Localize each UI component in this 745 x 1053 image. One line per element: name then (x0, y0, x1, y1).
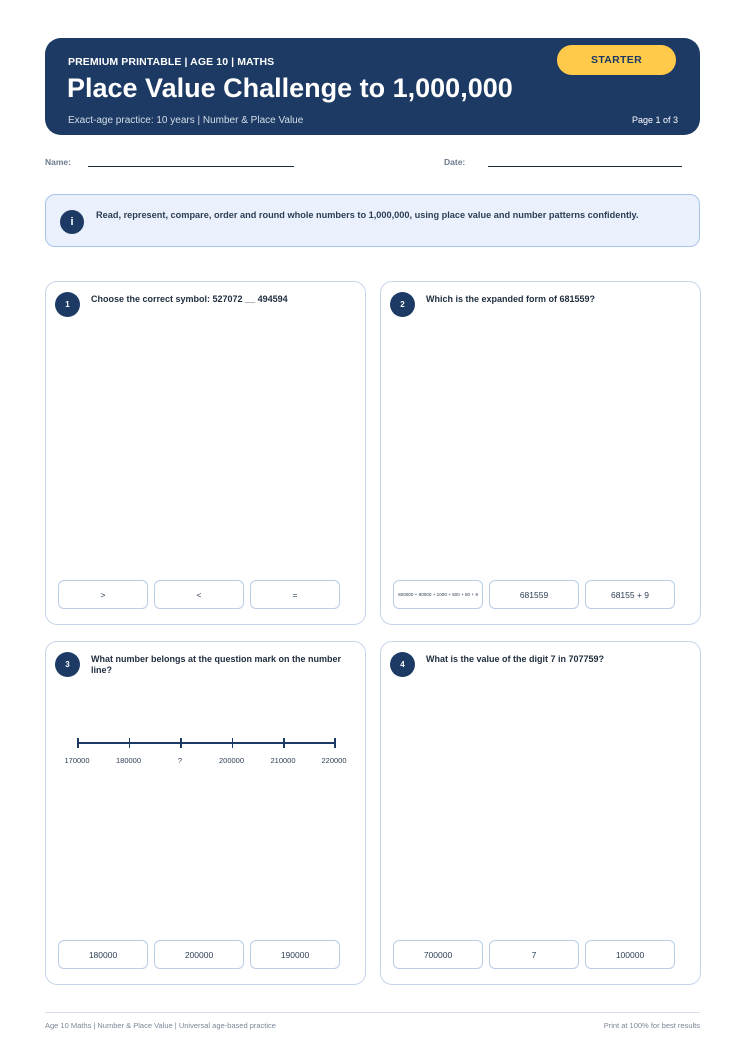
number-line-tick (129, 738, 131, 748)
footer-divider (45, 1012, 700, 1013)
answer-option[interactable]: 200000 (154, 940, 244, 969)
question-number-badge: 4 (390, 652, 415, 677)
number-line-label: 170000 (64, 756, 90, 765)
question-card-4 (380, 641, 701, 985)
question-text: What number belongs at the question mark on the number line? (91, 654, 342, 675)
footer-left-text: Age 10 Maths | Number & Place Value | Universal age-based practice (45, 1021, 276, 1030)
number-line (60, 734, 350, 774)
answer-options (58, 580, 340, 609)
question-card-2 (380, 281, 701, 625)
worksheet-header (45, 38, 700, 135)
learning-objective-text: Read, represent, compare, order and round whole numbers to 1,000,000, using place value and number patterns confidently. (96, 210, 639, 220)
name-line[interactable] (88, 166, 294, 167)
number-line-axis (77, 742, 335, 744)
answer-option[interactable]: 180000 (58, 940, 148, 969)
answer-option[interactable]: 68155 + 9 (585, 580, 675, 609)
number-line-label: 220000 (321, 756, 347, 765)
answer-option[interactable]: 700000 (393, 940, 483, 969)
answer-options (393, 940, 675, 969)
header-subtitle: Exact-age practice: 10 years | Number & Place Value (68, 115, 304, 126)
question-card-3 (45, 641, 366, 985)
answer-option[interactable]: = (250, 580, 340, 609)
footer-right-text: Print at 100% for best results (603, 1021, 700, 1030)
answer-options (58, 940, 340, 969)
question-number-badge: 3 (55, 652, 80, 677)
answer-options (393, 580, 675, 609)
answer-option[interactable]: 190000 (250, 940, 340, 969)
question-text: Which is the expanded form of 681559? (426, 294, 596, 304)
page-number: Page 1 of 3 (631, 115, 678, 125)
number-line-tick (77, 738, 79, 748)
info-icon: i (60, 210, 84, 234)
number-line-label: 210000 (270, 756, 296, 765)
level-badge: STARTER (557, 45, 676, 75)
number-line-tick (232, 738, 234, 748)
question-number-badge: 2 (390, 292, 415, 317)
question-number-badge: 1 (55, 292, 80, 317)
question-card-1 (45, 281, 366, 625)
answer-option[interactable]: 100000 (585, 940, 675, 969)
number-line-tick (334, 738, 336, 748)
number-line-tick (283, 738, 285, 748)
question-text: Choose the correct symbol: 527072 __ 494594 (91, 294, 288, 304)
page-title: Place Value Challenge to 1,000,000 (67, 73, 513, 103)
answer-option[interactable]: < (154, 580, 244, 609)
number-line-tick (180, 738, 182, 748)
answer-option[interactable]: > (58, 580, 148, 609)
date-line[interactable] (488, 166, 682, 167)
date-label: Date: (444, 157, 466, 167)
number-line-label: 180000 (115, 756, 142, 765)
number-line-label: ? (177, 756, 183, 765)
answer-option[interactable]: 7 (489, 940, 579, 969)
header-eyebrow: PREMIUM PRINTABLE | AGE 10 | MATHS (68, 56, 275, 68)
learning-objective-box (45, 194, 700, 247)
answer-option[interactable]: 600000 + 80000 + 1000 + 500 + 50 + 9 (393, 580, 483, 609)
number-line-label: 200000 (218, 756, 245, 765)
answer-option[interactable]: 681559 (489, 580, 579, 609)
question-text: What is the value of the digit 7 in 707759? (426, 654, 605, 664)
name-label: Name: (45, 157, 71, 167)
